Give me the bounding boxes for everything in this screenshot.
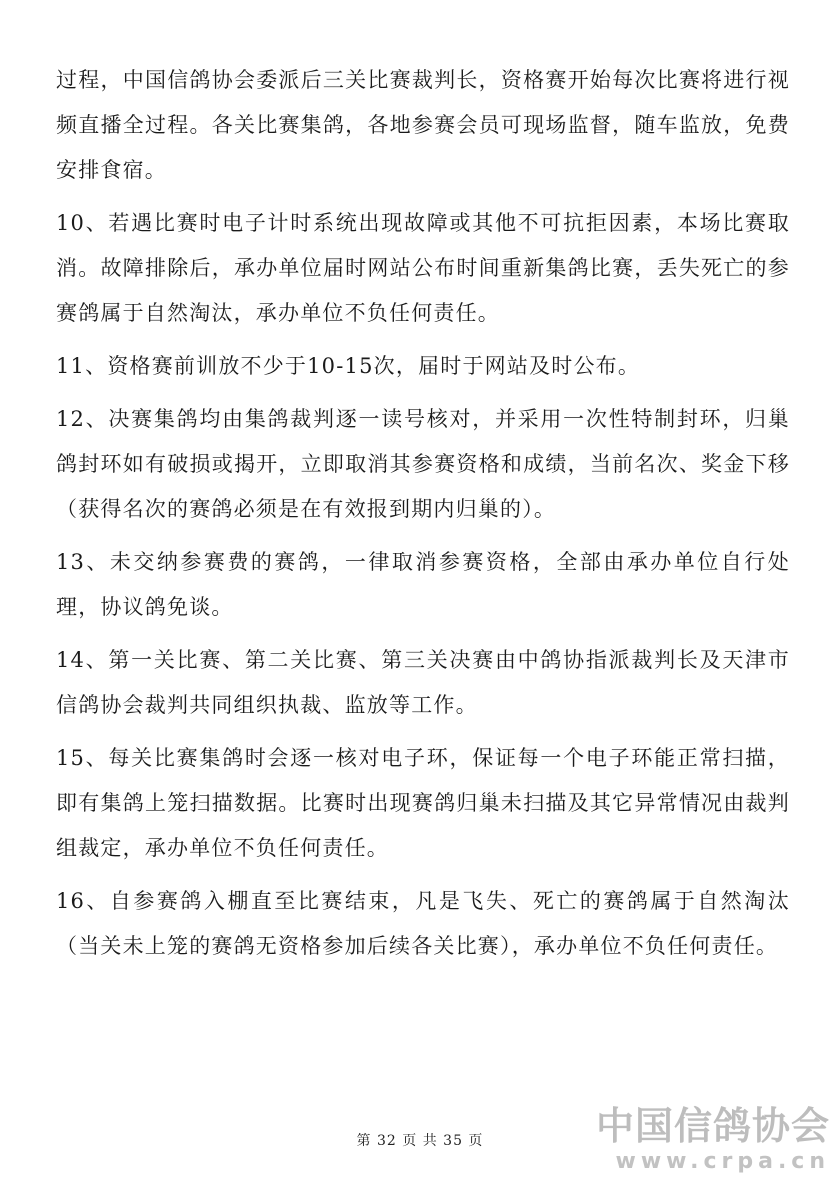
paragraph-item-11: 11、资格赛前训放不少于10-15次，届时于网站及时公布。 [56, 354, 641, 378]
paragraph-item-13: 13、未交纳参赛费的赛鸽，一律取消参赛资格，全部由承办单位自行处理，协议鸽免谈。 [56, 550, 790, 619]
paragraph-continuation: 过程，中国信鸽协会委派后三关比赛裁判长，资格赛开始每次比赛将进行视频直播全过程。各关比赛集鸽，各地参赛会员可现场监督，随车监放，免费安排食宿。 [56, 68, 790, 182]
paragraph-item-10: 10、若遇比赛时电子计时系统出现故障或其他不可抗拒因素，本场比赛取消。故障排除后，承办单位届时网站公布时间重新集鸽比赛，丢失死亡的参赛鸽属于自然淘汰，承办单位不负任何责任。 [56, 211, 790, 325]
watermark-logo [595, 1104, 830, 1174]
page-number-footer: 第 32 页 共 35 页 [356, 1133, 484, 1149]
paragraph-item-12: 12、决赛集鸽均由集鸽裁判逐一读号核对，并采用一次性特制封环，归巢鸽封环如有破损或揭开，立即取消其参赛资格和成绩，当前名次、奖金下移（获得名次的赛鸽必须是在有效报到期内归巢的）。 [56, 407, 790, 521]
document-body [56, 58, 790, 977]
paragraph-item-16: 16、自参赛鸽入棚直至比赛结束，凡是飞失、死亡的赛鸽属于自然淘汰（当关未上笼的赛鸽无资格参加后续各关比赛），承办单位不负任何责任。 [56, 889, 790, 958]
paragraph-item-14: 14、第一关比赛、第二关比赛、第三关决赛由中鸽协指派裁判长及天津市信鸽协会裁判共同组织执裁、监放等工作。 [56, 648, 790, 717]
watermark-url: www.crpa.cn [615, 1149, 830, 1174]
watermark-name: 中国信鸽协会 [595, 1104, 830, 1148]
paragraph-item-15: 15、每关比赛集鸽时会逐一核对电子环，保证每一个电子环能正常扫描，即有集鸽上笼扫描数据。比赛时出现赛鸽归巢未扫描及其它异常情况由裁判组裁定，承办单位不负任何责任。 [56, 746, 790, 860]
